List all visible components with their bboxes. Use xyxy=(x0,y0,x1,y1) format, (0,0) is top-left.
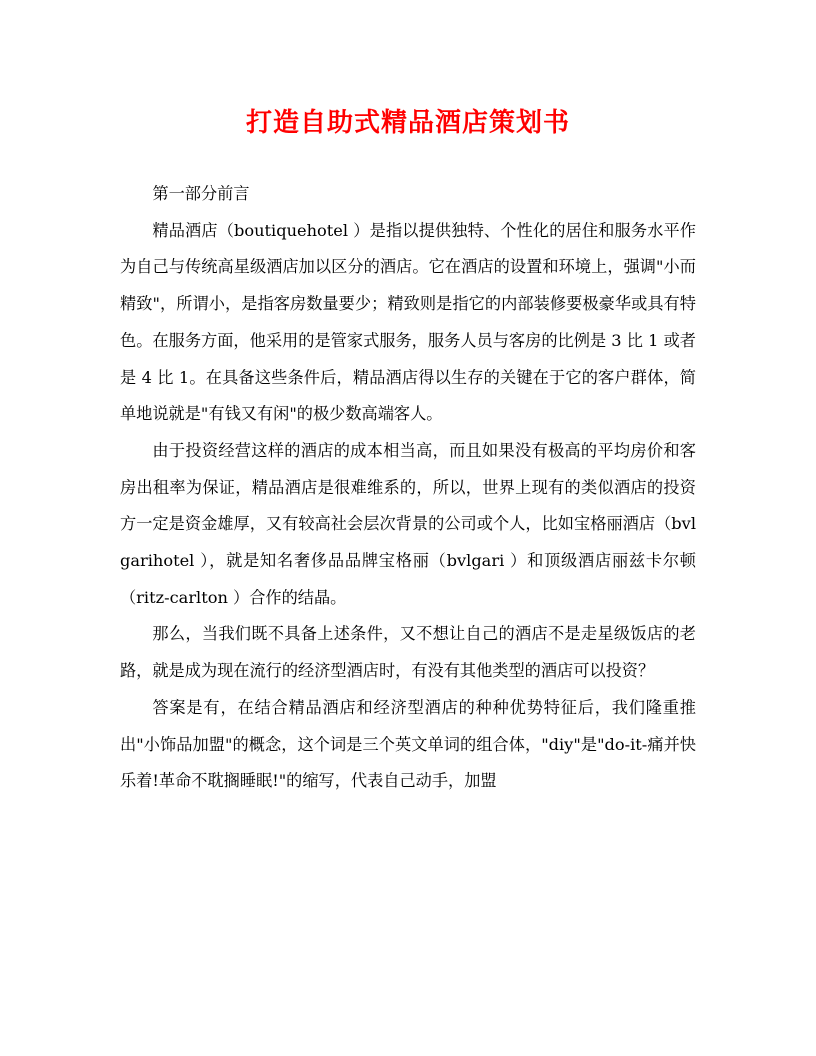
paragraph-4: 答案是有，在结合精品酒店和经济型酒店的种种优势特征后，我们隆重推出"小饰品加盟"的概念，这个词是三个英文单词的组合体，"diy"是"do-it-痛并快乐着!革命不耽搁睡眠!"的缩写，代表自己动手，加盟 xyxy=(120,697,696,791)
document-body xyxy=(120,176,696,800)
paragraph-2: 由于投资经营这样的酒店的成本相当高，而且如果没有极高的平均房价和客房出租率为保证，精品酒店是很难维系的，所以，世界上现有的类似酒店的投资方一定是资金雄厚，又有较高社会层次背景的公司或个人，比如宝格丽酒店（bvlgarihotel ），就是知名奢侈品品牌宝格丽（bvlgari ）和顶级酒店丽兹卡尔顿（ritz-carlton ）合作的结晶。 xyxy=(120,440,696,607)
paragraph-3: 那么，当我们既不具备上述条件，又不想让自己的酒店不是走星级饭店的老路，就是成为现在流行的经济型酒店时，有没有其他类型的酒店可以投资？ xyxy=(120,624,696,681)
section-heading: 第一部分前言 xyxy=(152,184,250,203)
paragraph-1: 精品酒店（boutiquehotel ）是指以提供独特、个性化的居住和服务水平作为自己与传统高星级酒店加以区分的酒店。它在酒店的设置和环境上，强调"小而精致"，所谓小，是指客房数量要少；精致则是指它的内部装修要极豪华或具有特色。在服务方面，他采用的是管家式服务，服务人员与客房的比例是 3 比 1 或者是 4 比 1。在具备这些条件后，精品酒店得以生存的关键在于它的客户群体，简单地说就是"有钱又有闲"的极少数高端客人。 xyxy=(120,220,696,424)
document-title: 打造自助式精品酒店策划书 xyxy=(245,108,570,138)
